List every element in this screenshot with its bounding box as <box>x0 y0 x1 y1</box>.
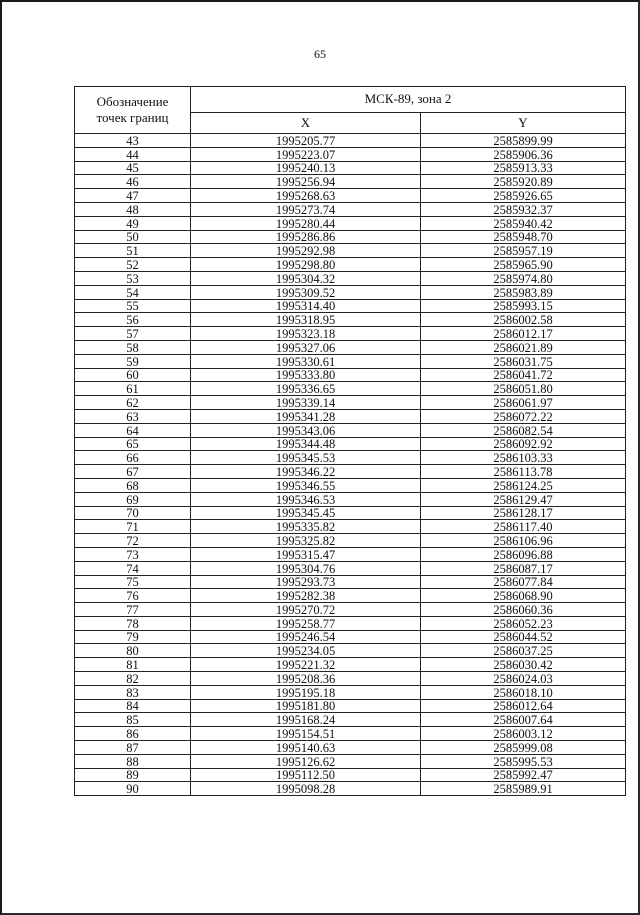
x-coordinate: 1995315.47 <box>191 547 421 561</box>
table-row <box>75 630 626 644</box>
point-number: 74 <box>75 561 191 575</box>
x-coordinate: 1995318.95 <box>191 313 421 327</box>
y-coordinate: 2585940.42 <box>421 216 626 230</box>
header-y: Y <box>421 112 626 133</box>
point-number: 59 <box>75 354 191 368</box>
y-coordinate: 2586044.52 <box>421 630 626 644</box>
header-point-designation <box>75 87 191 134</box>
x-coordinate: 1995304.32 <box>191 271 421 285</box>
point-number: 79 <box>75 630 191 644</box>
table-row <box>75 616 626 630</box>
point-number: 83 <box>75 685 191 699</box>
table-row <box>75 285 626 299</box>
y-coordinate: 2585926.65 <box>421 189 626 203</box>
y-coordinate: 2586031.75 <box>421 354 626 368</box>
y-coordinate: 2586007.64 <box>421 713 626 727</box>
y-coordinate: 2585983.89 <box>421 285 626 299</box>
coordinates-table-body <box>75 134 626 796</box>
table-row <box>75 478 626 492</box>
table-row <box>75 575 626 589</box>
x-coordinate: 1995195.18 <box>191 685 421 699</box>
point-number: 56 <box>75 313 191 327</box>
y-coordinate: 2586051.80 <box>421 382 626 396</box>
point-number: 57 <box>75 327 191 341</box>
point-number: 54 <box>75 285 191 299</box>
y-coordinate: 2586103.33 <box>421 451 626 465</box>
table-row <box>75 354 626 368</box>
x-coordinate: 1995273.74 <box>191 202 421 216</box>
x-coordinate: 1995268.63 <box>191 189 421 203</box>
point-number: 65 <box>75 437 191 451</box>
y-coordinate: 2586077.84 <box>421 575 626 589</box>
point-number: 48 <box>75 202 191 216</box>
point-number: 52 <box>75 258 191 272</box>
y-coordinate: 2586012.17 <box>421 327 626 341</box>
y-coordinate: 2586113.78 <box>421 465 626 479</box>
point-number: 66 <box>75 451 191 465</box>
header-x: X <box>191 112 421 133</box>
y-coordinate: 2586082.54 <box>421 423 626 437</box>
point-number: 44 <box>75 147 191 161</box>
y-coordinate: 2585974.80 <box>421 271 626 285</box>
y-coordinate: 2585913.33 <box>421 161 626 175</box>
x-coordinate: 1995292.98 <box>191 244 421 258</box>
x-coordinate: 1995223.07 <box>191 147 421 161</box>
point-number: 68 <box>75 478 191 492</box>
table-row <box>75 299 626 313</box>
point-number: 72 <box>75 534 191 548</box>
x-coordinate: 1995112.50 <box>191 768 421 782</box>
page-number: 65 <box>314 47 326 61</box>
y-coordinate: 2586106.96 <box>421 534 626 548</box>
table-row <box>75 782 626 796</box>
point-number: 50 <box>75 230 191 244</box>
y-coordinate: 2585906.36 <box>421 147 626 161</box>
table-row <box>75 216 626 230</box>
point-number: 62 <box>75 396 191 410</box>
header-coordinate-system: МСК-89, зона 2 <box>191 87 626 113</box>
point-number: 46 <box>75 175 191 189</box>
x-coordinate: 1995154.51 <box>191 727 421 741</box>
y-coordinate: 2586061.97 <box>421 396 626 410</box>
table-row <box>75 368 626 382</box>
x-coordinate: 1995344.48 <box>191 437 421 451</box>
point-number: 80 <box>75 644 191 658</box>
x-coordinate: 1995168.24 <box>191 713 421 727</box>
point-number: 71 <box>75 520 191 534</box>
table-row <box>75 451 626 465</box>
x-coordinate: 1995336.65 <box>191 382 421 396</box>
table-row <box>75 340 626 354</box>
coordinates-table <box>74 86 626 796</box>
table-row <box>75 727 626 741</box>
point-number: 49 <box>75 216 191 230</box>
point-number: 86 <box>75 727 191 741</box>
y-coordinate: 2586037.25 <box>421 644 626 658</box>
point-number: 87 <box>75 741 191 755</box>
x-coordinate: 1995343.06 <box>191 423 421 437</box>
table-row <box>75 754 626 768</box>
table-row <box>75 589 626 603</box>
y-coordinate: 2585920.89 <box>421 175 626 189</box>
x-coordinate: 1995345.45 <box>191 506 421 520</box>
x-coordinate: 1995234.05 <box>191 644 421 658</box>
table-row <box>75 437 626 451</box>
x-coordinate: 1995282.38 <box>191 589 421 603</box>
table-row <box>75 409 626 423</box>
y-coordinate: 2586030.42 <box>421 658 626 672</box>
y-coordinate: 2586041.72 <box>421 368 626 382</box>
y-coordinate: 2586124.25 <box>421 478 626 492</box>
table-row <box>75 258 626 272</box>
point-number: 88 <box>75 754 191 768</box>
x-coordinate: 1995345.53 <box>191 451 421 465</box>
y-coordinate: 2586092.92 <box>421 437 626 451</box>
point-number: 55 <box>75 299 191 313</box>
x-coordinate: 1995181.80 <box>191 699 421 713</box>
x-coordinate: 1995293.73 <box>191 575 421 589</box>
y-coordinate: 2585899.99 <box>421 134 626 148</box>
y-coordinate: 2586018.10 <box>421 685 626 699</box>
point-number: 81 <box>75 658 191 672</box>
table-row <box>75 189 626 203</box>
x-coordinate: 1995126.62 <box>191 754 421 768</box>
table-row <box>75 175 626 189</box>
y-coordinate: 2586021.89 <box>421 340 626 354</box>
point-number: 64 <box>75 423 191 437</box>
y-coordinate: 2585989.91 <box>421 782 626 796</box>
point-number: 89 <box>75 768 191 782</box>
point-number: 45 <box>75 161 191 175</box>
point-number: 43 <box>75 134 191 148</box>
x-coordinate: 1995140.63 <box>191 741 421 755</box>
table-row <box>75 547 626 561</box>
y-coordinate: 2586052.23 <box>421 616 626 630</box>
table-row <box>75 465 626 479</box>
table-row <box>75 396 626 410</box>
point-number: 85 <box>75 713 191 727</box>
point-number: 63 <box>75 409 191 423</box>
x-coordinate: 1995304.76 <box>191 561 421 575</box>
y-coordinate: 2586024.03 <box>421 672 626 686</box>
table-row <box>75 423 626 437</box>
table-row <box>75 271 626 285</box>
point-number: 69 <box>75 492 191 506</box>
x-coordinate: 1995323.18 <box>191 327 421 341</box>
table-row <box>75 382 626 396</box>
point-number: 58 <box>75 340 191 354</box>
point-number: 82 <box>75 672 191 686</box>
header-point-designation-text: Обозначение точек границ <box>96 94 169 125</box>
x-coordinate: 1995208.36 <box>191 672 421 686</box>
x-coordinate: 1995339.14 <box>191 396 421 410</box>
x-coordinate: 1995314.40 <box>191 299 421 313</box>
y-coordinate: 2585957.19 <box>421 244 626 258</box>
y-coordinate: 2586117.40 <box>421 520 626 534</box>
y-coordinate: 2586002.58 <box>421 313 626 327</box>
y-coordinate: 2585992.47 <box>421 768 626 782</box>
y-coordinate: 2585995.53 <box>421 754 626 768</box>
table-row <box>75 741 626 755</box>
table-row <box>75 506 626 520</box>
point-number: 84 <box>75 699 191 713</box>
table-row <box>75 161 626 175</box>
y-coordinate: 2585932.37 <box>421 202 626 216</box>
y-coordinate: 2586060.36 <box>421 603 626 617</box>
table-row <box>75 658 626 672</box>
table-row <box>75 313 626 327</box>
x-coordinate: 1995335.82 <box>191 520 421 534</box>
x-coordinate: 1995258.77 <box>191 616 421 630</box>
x-coordinate: 1995333.80 <box>191 368 421 382</box>
table-row <box>75 713 626 727</box>
table-row <box>75 534 626 548</box>
table-row <box>75 147 626 161</box>
x-coordinate: 1995346.22 <box>191 465 421 479</box>
x-coordinate: 1995298.80 <box>191 258 421 272</box>
point-number: 70 <box>75 506 191 520</box>
x-coordinate: 1995270.72 <box>191 603 421 617</box>
x-coordinate: 1995286.86 <box>191 230 421 244</box>
table-row <box>75 644 626 658</box>
x-coordinate: 1995246.54 <box>191 630 421 644</box>
point-number: 73 <box>75 547 191 561</box>
table-row <box>75 672 626 686</box>
point-number: 76 <box>75 589 191 603</box>
table-row <box>75 685 626 699</box>
y-coordinate: 2586072.22 <box>421 409 626 423</box>
x-coordinate: 1995341.28 <box>191 409 421 423</box>
x-coordinate: 1995327.06 <box>191 340 421 354</box>
point-number: 61 <box>75 382 191 396</box>
x-coordinate: 1995205.77 <box>191 134 421 148</box>
x-coordinate: 1995309.52 <box>191 285 421 299</box>
point-number: 67 <box>75 465 191 479</box>
table-row <box>75 202 626 216</box>
x-coordinate: 1995098.28 <box>191 782 421 796</box>
table-row <box>75 134 626 148</box>
x-coordinate: 1995280.44 <box>191 216 421 230</box>
table-row <box>75 699 626 713</box>
x-coordinate: 1995346.53 <box>191 492 421 506</box>
x-coordinate: 1995346.55 <box>191 478 421 492</box>
y-coordinate: 2586012.64 <box>421 699 626 713</box>
table-row <box>75 603 626 617</box>
y-coordinate: 2586003.12 <box>421 727 626 741</box>
point-number: 75 <box>75 575 191 589</box>
y-coordinate: 2585999.08 <box>421 741 626 755</box>
y-coordinate: 2586129.47 <box>421 492 626 506</box>
table-row <box>75 327 626 341</box>
point-number: 51 <box>75 244 191 258</box>
y-coordinate: 2585948.70 <box>421 230 626 244</box>
y-coordinate: 2586128.17 <box>421 506 626 520</box>
table-row <box>75 561 626 575</box>
y-coordinate: 2586068.90 <box>421 589 626 603</box>
point-number: 77 <box>75 603 191 617</box>
point-number: 78 <box>75 616 191 630</box>
table-row <box>75 768 626 782</box>
table-row <box>75 230 626 244</box>
point-number: 90 <box>75 782 191 796</box>
y-coordinate: 2586096.88 <box>421 547 626 561</box>
table-row <box>75 520 626 534</box>
x-coordinate: 1995256.94 <box>191 175 421 189</box>
point-number: 60 <box>75 368 191 382</box>
y-coordinate: 2585965.90 <box>421 258 626 272</box>
x-coordinate: 1995240.13 <box>191 161 421 175</box>
x-coordinate: 1995221.32 <box>191 658 421 672</box>
x-coordinate: 1995325.82 <box>191 534 421 548</box>
table-row <box>75 244 626 258</box>
y-coordinate: 2585993.15 <box>421 299 626 313</box>
point-number: 47 <box>75 189 191 203</box>
table-row <box>75 492 626 506</box>
x-coordinate: 1995330.61 <box>191 354 421 368</box>
point-number: 53 <box>75 271 191 285</box>
y-coordinate: 2586087.17 <box>421 561 626 575</box>
